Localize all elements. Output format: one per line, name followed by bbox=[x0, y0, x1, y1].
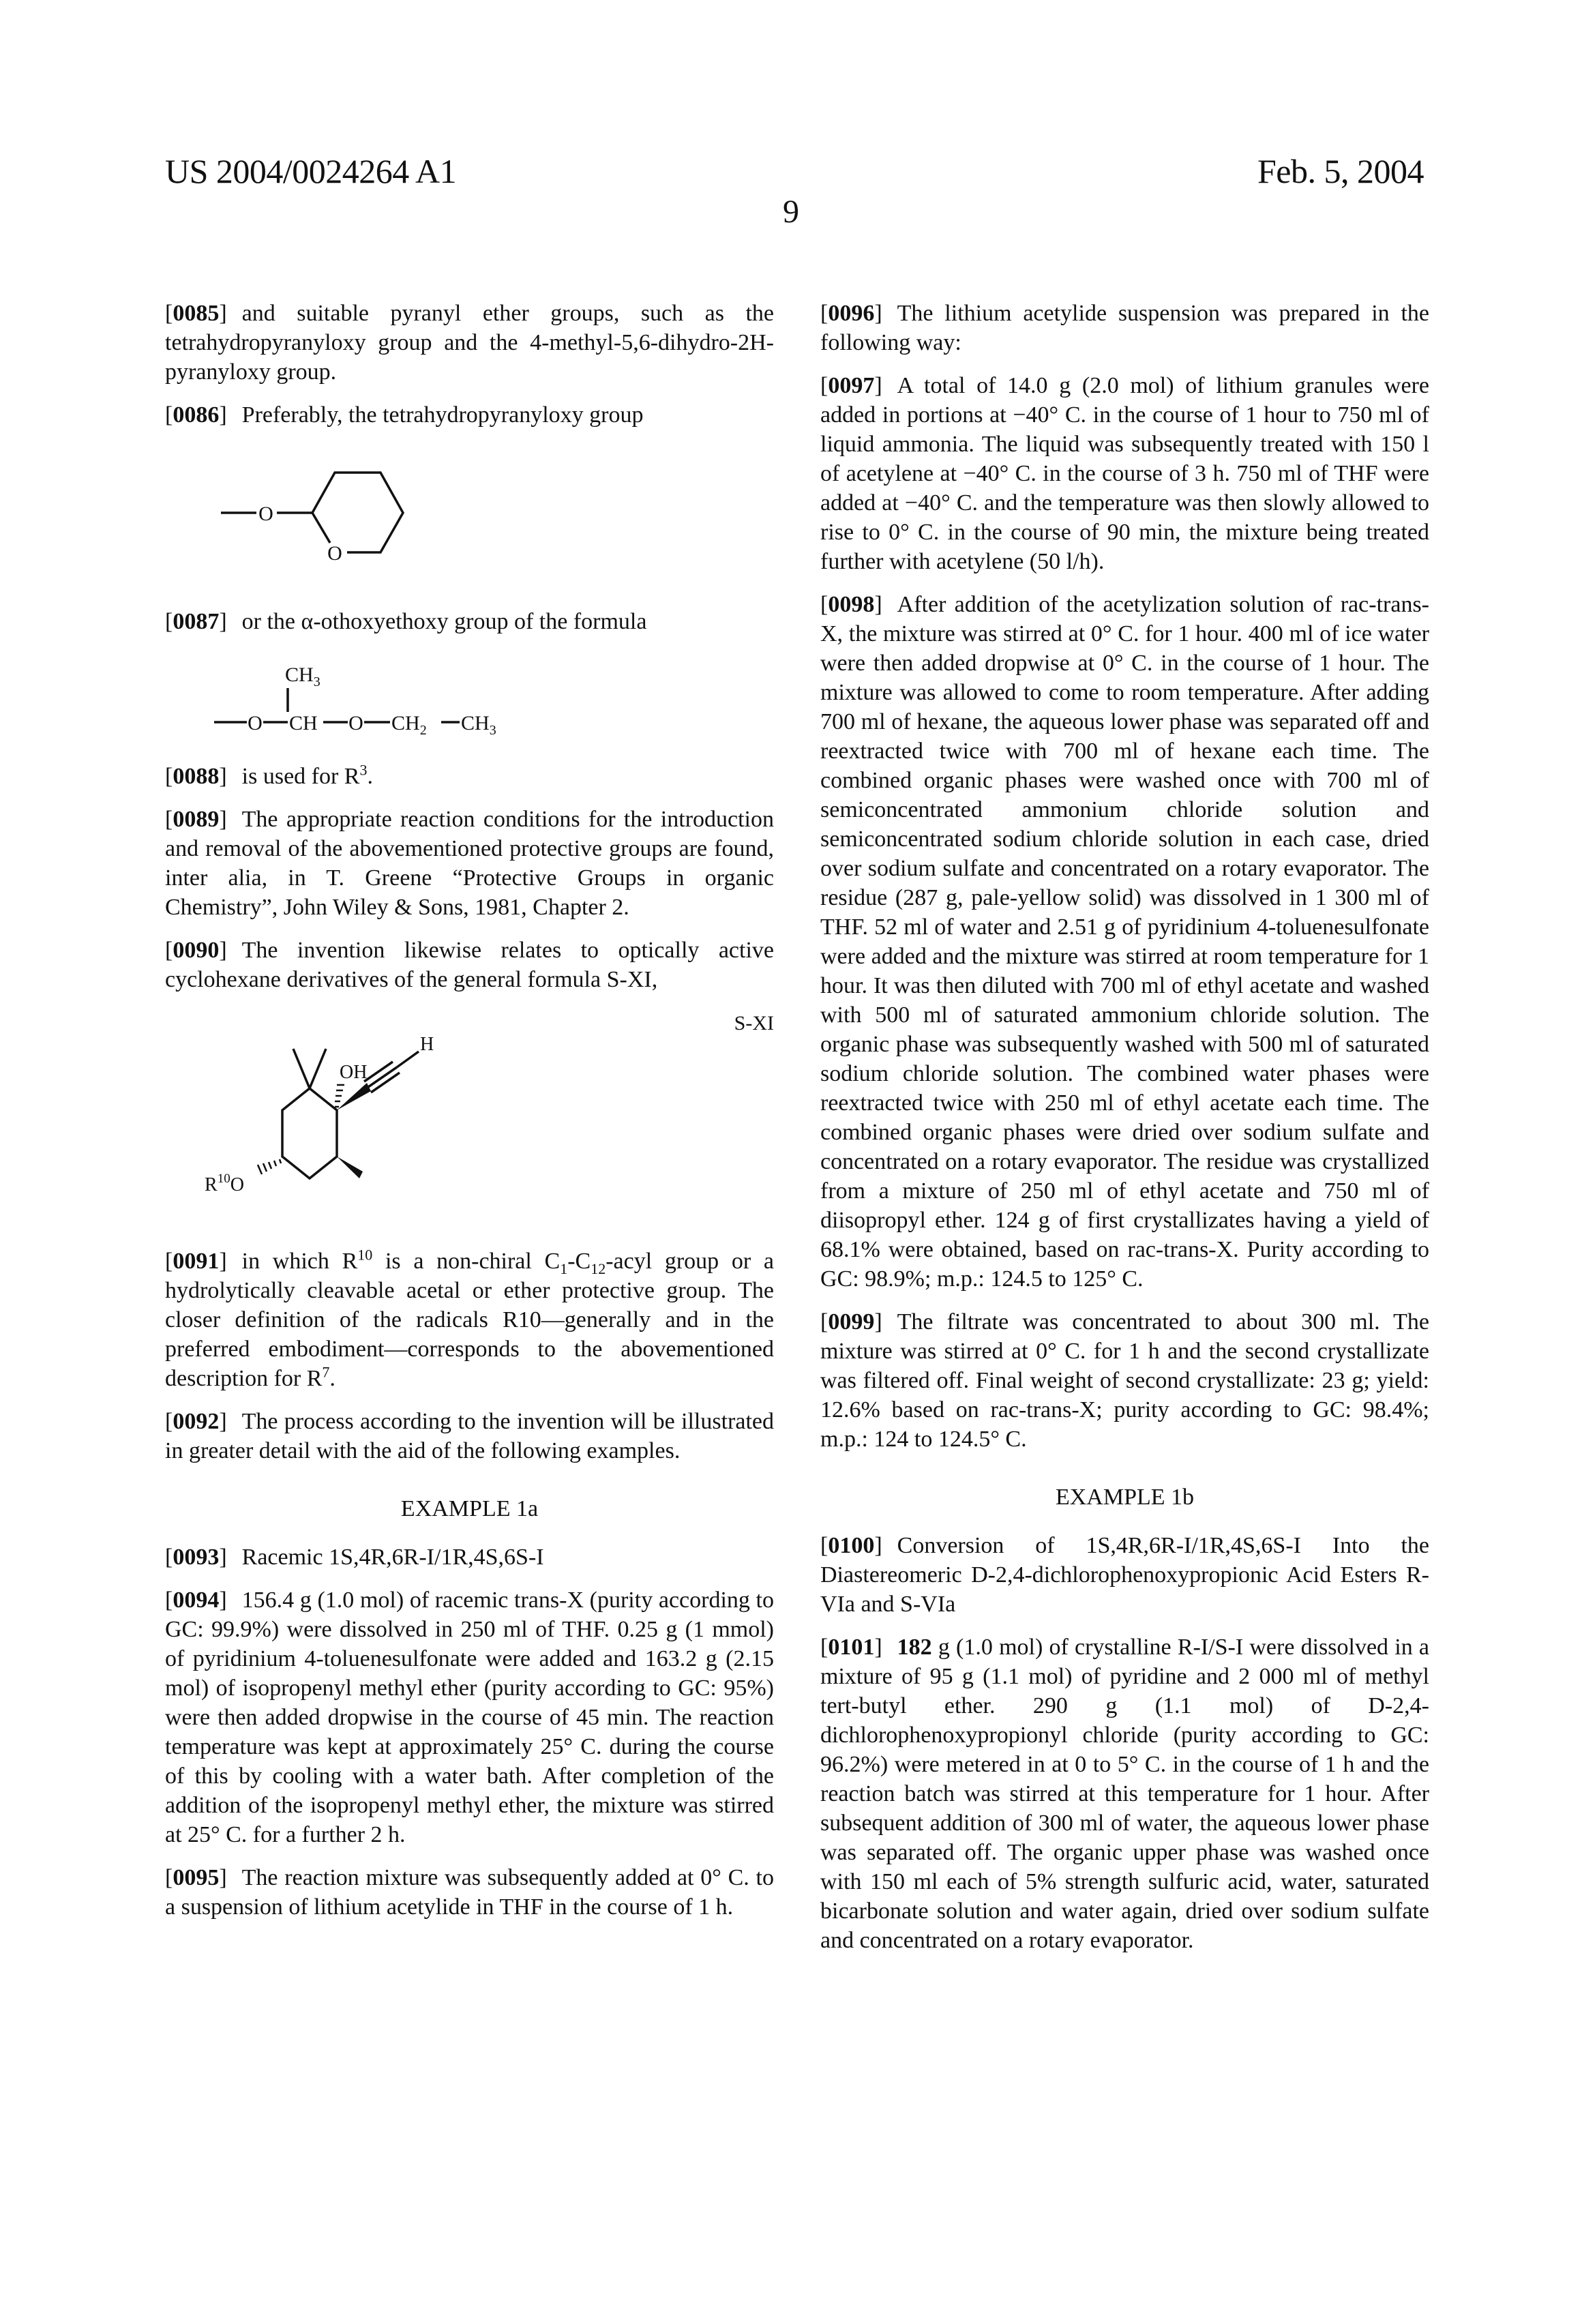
paragraph-0091 bbox=[165, 1247, 774, 1393]
paragraph-text: g (1.0 mol) of crystalline R-I/S-I were dis­solved in a mixture of 95 g (1.1 mol) of pyridine and 2 000 ml of methyl tert-butyl ether. 290 g (1.1 mol) of D-2,4-dichlorophenoxypropionyl chloride (purity according to GC: 96.2%) were metered in at 0 to 5° C. in the course of 1 h and the reaction batch was stirred at this temperature for 1 hour. After subsequent addition of 300 ml of water, the aqueous lower phase was separated off. The organic upper phase was washed once with 150 ml each of 5% strength sulfuric acid, water, saturated bicarbonate solution and water again, dried over sodium sulfate and concentrated on a rotary evaporator. bbox=[820, 1635, 1429, 1953]
superscript: 7 bbox=[322, 1364, 329, 1381]
example-heading-1a: EXAMPLE 1a bbox=[165, 1494, 774, 1523]
punctuation: . bbox=[367, 764, 373, 789]
paragraph-number: [0090] bbox=[165, 938, 227, 963]
paragraph-0100 bbox=[820, 1531, 1429, 1619]
paragraph-text: The filtrate was concentrated to about 300 ml. The mixture was stirred at 0° C. for 1 h and the second crystal­lizate was filtered off. Final weight of second crystallizate: 23 g; yield: 12.6% based on rac-trans-X; purity according to GC: 98.4%; m.p.: 124 to 124.5° C. bbox=[820, 1309, 1429, 1452]
paragraph-number: [0097] bbox=[820, 373, 882, 398]
paragraph-0086 bbox=[165, 400, 774, 430]
formula-s-xi-structure bbox=[165, 1008, 774, 1233]
hydroxyl-label: OH bbox=[340, 1062, 367, 1083]
paragraph-number: [0098] bbox=[820, 592, 882, 617]
text-segment: . bbox=[329, 1366, 335, 1391]
ethoxyethoxy-structure-drawing bbox=[165, 647, 774, 743]
hashed-bond bbox=[335, 1085, 344, 1107]
bold-lead-value: 182 bbox=[897, 1635, 932, 1660]
paragraph-text: The invention likewise relates to optically active cyclohexane derivatives of the general formula S-XI, bbox=[165, 938, 774, 992]
paragraph-number: [0086] bbox=[165, 402, 227, 428]
paragraph-text: or the α-othoxyethoxy group of the formula bbox=[242, 609, 647, 634]
paragraph-0101 bbox=[820, 1633, 1429, 1955]
oxygen-atom-linker: O bbox=[258, 503, 273, 525]
paragraph-0096 bbox=[820, 299, 1429, 357]
hashed-bond bbox=[258, 1159, 281, 1174]
paragraph-0092 bbox=[165, 1407, 774, 1465]
paragraph-number: [0099] bbox=[820, 1309, 882, 1335]
paragraph-text: The reaction mixture was subsequently added at 0° C. to a suspension of lithium acetylide in THF in the course of 1 h. bbox=[165, 1865, 774, 1920]
paragraph-0089 bbox=[165, 805, 774, 922]
right-column bbox=[820, 299, 1429, 1969]
subscript: 12 bbox=[591, 1260, 606, 1277]
bond bbox=[312, 513, 330, 543]
thp-structure-drawing bbox=[165, 443, 774, 607]
text-segment: in which R bbox=[242, 1249, 358, 1274]
paragraph-number: [0085] bbox=[165, 301, 227, 326]
text-segment: is a non-chiral C bbox=[372, 1249, 560, 1274]
paragraph-text: Preferably, the tetrahydropyranyloxy group bbox=[242, 402, 644, 428]
wedge-bond bbox=[337, 1157, 363, 1178]
paragraph-0095 bbox=[165, 1863, 774, 1922]
paragraph-text: 156.4 g (1.0 mol) of racemic trans-X (purity according to GC: 99.9%) were dissolved in 250 ml of THF. 0.25 g (1 mmol) of pyridinium 4-toluenesulfonate were added and 163.2 g (2.15 mol) of isopropenyl methyl ether (purity according to GC: 95%) were then added dropwise in the course of 45 min. The reaction temperature was kept at approximately 25° C. during the course of this by cooling with a water bath. After completion of the addition of the isopropenyl methyl ether, the mixture was stirred at 25° C. for a further 2 h. bbox=[165, 1588, 774, 1847]
paragraph-text: The appropriate reaction conditions for the introduction and removal of the abovementioned protective groups are found, inter alia, in T. Greene “Protective Groups in organic Chemistry”, John Wiley & Sons, 1981, Chapter 2. bbox=[165, 807, 774, 920]
paragraph-0094 bbox=[165, 1585, 774, 1849]
paragraph-number: [0089] bbox=[165, 807, 227, 832]
methyl-group-top: CH3 bbox=[285, 664, 320, 689]
left-column bbox=[165, 299, 774, 1935]
atom-ch2: CH2 bbox=[391, 712, 427, 738]
paragraph-0088 bbox=[165, 762, 774, 791]
paragraph-text: After addition of the acetylization solution of rac-trans-X, the mixture was stirred at 0° C. for 1 hour. 400 ml of ice water were then added dropwise at 0° C. in the course of 1 hour. The mixture was allowed to come to room temperature. After adding 700 ml of hexane, the aqueous lower phase was separated off and reextracted twice with 700 ml of hexane each time. The combined organic phases were washed once with 700 ml of semiconcentrated ammo­nium chloride solution and semiconcentrated sodium chlo­ride solution in each case, dried over sodium sulfate and concentrated on a rotary evaporator. The residue (287 g, pale-yellow solid) was dissolved in 1 300 ml of THF. 52 ml of water and 2.51 g of pyridinium 4-toluenesulfonate were added and the mixture was stirred at room temperature for 1 hour. It was then diluted with 700 ml of ethyl acetate and washed with 500 ml of saturated ammonium chloride solu­tion. The organic phase was subsequently washed with 500 ml of saturated sodium chloride solution. The combined water phases were reextracted twice with 250 ml of ethyl acetate each time. The combined organic phases were dried over sodium sulfate and concentrated on a rotary evaporator. The residue was crystallized from a mixture of 250 ml of ethyl acetate and 750 ml of diisopropyl ether. 124 g of first crystallizates having a yield of 68.1% were obtained, based on rac-trans-X. Purity according to GC: 98.9%; m.p.: 124.5 to 125° C. bbox=[820, 592, 1429, 1292]
paragraph-0097 bbox=[820, 371, 1429, 576]
paragraph-text: A total of 14.0 g (2.0 mol) of lithium granules were added in portions at −40° C. in the course of 1 hour to 750 ml of liquid ammonia. The liquid was subsequently treated with 150 l of acetylene at −40° C. in the course of 3 h. 750 ml of THF were added at −40° C. and the temperature was then slowly allowed to rise to 0° C. in the course of 90 min, the mixture being treated further with acetylene (50 l/h). bbox=[820, 373, 1429, 574]
paragraph-text: The process according to the invention will be illustrated in greater detail with the aid of the following examples. bbox=[165, 1409, 774, 1463]
formula-label: S-XI bbox=[734, 1012, 774, 1035]
subscript: 1 bbox=[560, 1260, 567, 1277]
bond bbox=[293, 1049, 310, 1088]
tetrahydropyranyloxy-structure bbox=[165, 443, 774, 607]
paragraph-text: is used for R bbox=[242, 764, 360, 789]
paragraph-text: Racemic 1S,4R,6R-I/1R,4S,6S-I bbox=[242, 1545, 544, 1570]
paragraph-number: [0087] bbox=[165, 609, 227, 634]
atom-o-1: O bbox=[248, 712, 263, 734]
atom-o-2: O bbox=[348, 712, 363, 734]
ring-bond bbox=[282, 1088, 337, 1178]
page-number: 9 bbox=[0, 193, 1582, 230]
oxygen-atom-ring: O bbox=[327, 542, 342, 565]
paragraph-0087 bbox=[165, 607, 774, 636]
paragraph-text: The lithium acetylide suspension was prepared in the following way: bbox=[820, 301, 1429, 355]
bond bbox=[310, 1049, 326, 1088]
paragraph-number: [0094] bbox=[165, 1588, 227, 1613]
text-segment: -C bbox=[567, 1249, 591, 1274]
ring-bond bbox=[312, 473, 403, 552]
superscript: 10 bbox=[357, 1247, 372, 1264]
publication-number: US 2004/0024264 A1 bbox=[165, 151, 456, 191]
terminal-hydrogen-label: H bbox=[420, 1034, 434, 1055]
atom-ch3: CH3 bbox=[461, 712, 496, 738]
paragraph-number: [0096] bbox=[820, 301, 882, 326]
superscript: 3 bbox=[359, 762, 367, 779]
paragraph-number: [0095] bbox=[165, 1865, 227, 1890]
r10-oxygen-label: R10O bbox=[205, 1172, 244, 1195]
paragraph-number: [0088] bbox=[165, 764, 227, 789]
paragraph-number: [0091] bbox=[165, 1249, 227, 1274]
paragraph-number: [0100] bbox=[820, 1533, 882, 1558]
text-segment: -acyl group or a hydrolytically cleavable acetal or ether protective group. The closer definition of the radicals R10—generally and in the preferred embodiment—corresponds to the abovemen­tioned description for R bbox=[165, 1249, 774, 1391]
paragraph-0085 bbox=[165, 299, 774, 387]
paragraph-0093 bbox=[165, 1543, 774, 1572]
publication-date: Feb. 5, 2004 bbox=[1257, 151, 1424, 191]
ethoxyethoxy-structure bbox=[165, 647, 774, 743]
bond bbox=[397, 1052, 419, 1067]
paragraph-number: [0101] bbox=[820, 1635, 882, 1660]
paragraph-0090 bbox=[165, 936, 774, 994]
paragraph-text: and suitable pyranyl ether groups, such as the tetrahydropyranyloxy group and the 4-methyl-5,6-dihydro-2H-pyranyloxy group. bbox=[165, 301, 774, 385]
example-heading-1b: EXAMPLE 1b bbox=[820, 1483, 1429, 1512]
paragraph-number: [0093] bbox=[165, 1545, 227, 1570]
paragraph-0099 bbox=[820, 1307, 1429, 1454]
s-xi-structure-drawing bbox=[165, 1008, 774, 1233]
paragraph-0098 bbox=[820, 590, 1429, 1294]
paragraph-text: Conversion of 1S,4R,6R-I/1R,4S,6S-I Into the Diastereomeric D-2,4-dichlorophenoxypropionic Acid Esters R-VIa and S-VIa bbox=[820, 1533, 1429, 1617]
paragraph-number: [0092] bbox=[165, 1409, 227, 1434]
atom-ch: CH bbox=[289, 712, 318, 734]
wedge-bond bbox=[337, 1083, 371, 1110]
